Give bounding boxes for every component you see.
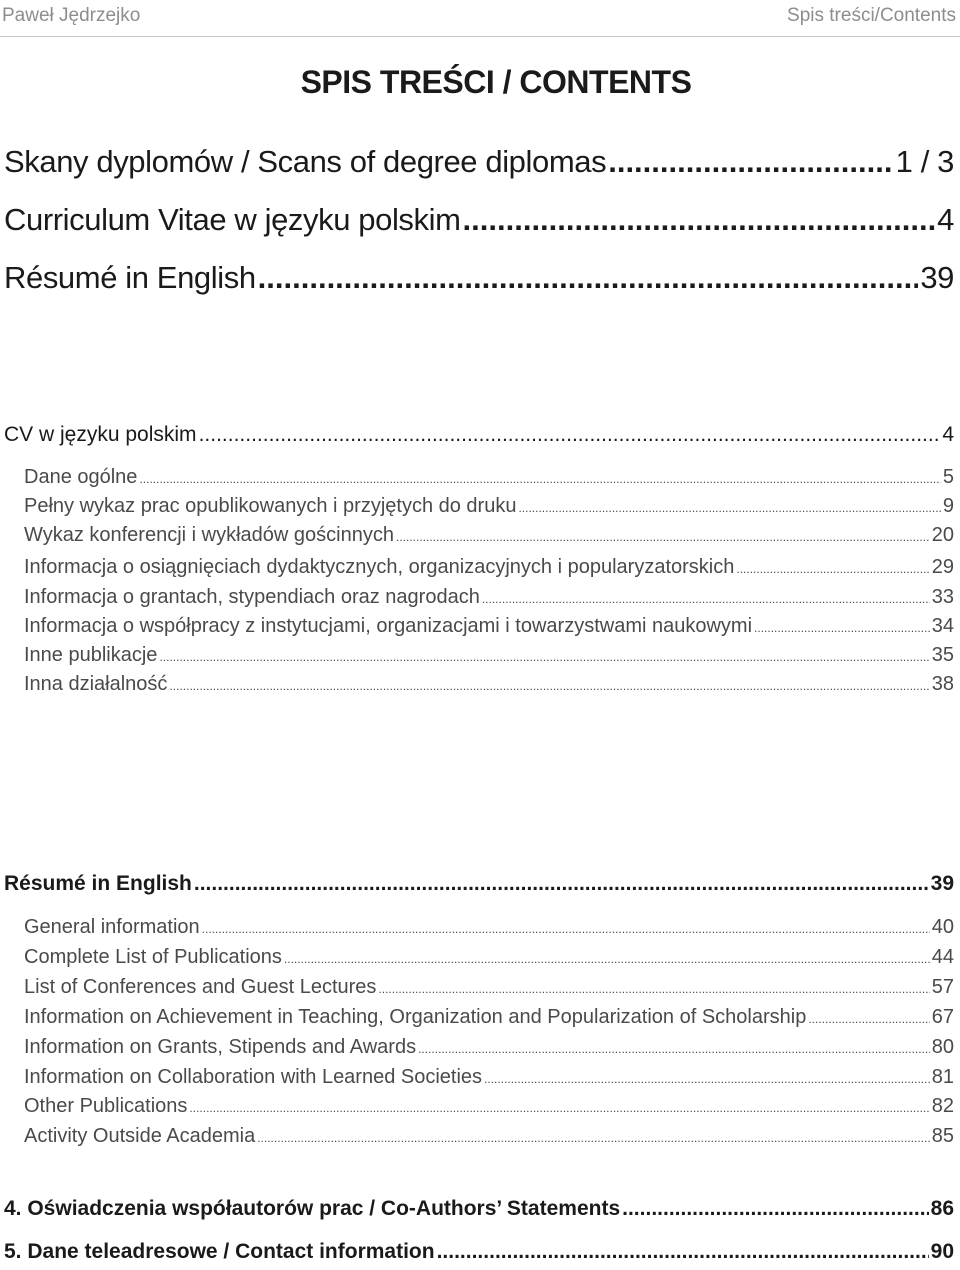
toc-entry-label: Skany dyplomów / Scans of degree diplomas (4, 144, 607, 179)
toc-subentry[interactable] (24, 916, 954, 939)
toc-subentry[interactable] (24, 673, 954, 696)
toc-subentry-page: 20 (931, 524, 954, 546)
toc-section-label: Résumé in English (4, 872, 192, 895)
toc-subentry-label: Other Publications (24, 1095, 188, 1117)
toc-subentry-label: Information on Collaboration with Learned Societies (24, 1066, 483, 1088)
toc-entry-coauthor-statements[interactable] (4, 1197, 954, 1221)
running-header (0, 0, 960, 37)
toc-subentry[interactable] (24, 1095, 954, 1118)
toc-subentry[interactable] (24, 524, 954, 547)
toc-subentry-label: Inna działalność (24, 673, 168, 695)
header-author: Paweł Jędrzejko (2, 5, 141, 26)
dot-leader (159, 650, 929, 664)
toc-subentry[interactable] (24, 466, 954, 489)
toc-subentry[interactable] (24, 1006, 954, 1029)
dot-leader (518, 501, 940, 515)
toc-subentry[interactable] (24, 644, 954, 667)
toc-entry-page: 4 (937, 202, 954, 237)
toc-subentry-page: 9 (942, 495, 954, 517)
toc-subentry-page: 80 (931, 1036, 954, 1058)
toc-subentry-label: Wykaz konferencji i wykładów gościnnych (24, 524, 394, 546)
toc-section-page: 4 (942, 423, 954, 446)
dot-leader (396, 530, 930, 544)
toc-subentry-page: 82 (931, 1095, 954, 1117)
dot-leader (189, 1101, 929, 1115)
toc-subentry-page: 5 (942, 466, 954, 488)
page-title: SPIS TREŚCI / CONTENTS (300, 64, 692, 100)
dot-leader (482, 592, 930, 606)
toc-subentry-label: Informacja o współpracy z instytucjami, organizacjami i towarzystwami naukowymi (24, 615, 753, 637)
toc-entry-label: 5. Dane teleadresowe / Contact information (4, 1240, 435, 1263)
toc-subentry[interactable] (24, 495, 954, 518)
toc-subentry-page: 38 (931, 673, 954, 695)
toc-subentry-label: Informacja o grantach, stypendiach oraz nagrodach (24, 586, 480, 608)
toc-subentry-label: Pełny wykaz prac opublikowanych i przyjętych do druku (24, 495, 517, 517)
dot-leader (463, 202, 936, 238)
toc-subentry[interactable] (24, 1125, 954, 1148)
toc-subentry-page: 34 (931, 615, 954, 637)
toc-subentry-page: 44 (931, 946, 954, 968)
dot-leader (257, 1131, 930, 1145)
toc-entry-page: 1 / 3 (895, 144, 954, 179)
dot-leader (258, 260, 919, 296)
toc-entry-page: 86 (930, 1197, 954, 1220)
toc-section-page: 39 (930, 872, 954, 895)
toc-subentry-label: Informacja o osiągnięciach dydaktycznych, organizacyjnych i popularyzatorskich (24, 556, 735, 578)
toc-subentry-label: Activity Outside Academia (24, 1125, 256, 1147)
dot-leader (284, 952, 930, 966)
toc-subentry-label: Dane ogólne (24, 466, 138, 488)
dot-leader (437, 1240, 929, 1264)
toc-subentry[interactable] (24, 1066, 954, 1089)
toc-subentry-label: Information on Achievement in Teaching, Organization and Popularization of Scholarship (24, 1006, 807, 1028)
dot-leader (169, 679, 929, 693)
dot-leader (194, 872, 929, 896)
toc-section-label: CV w języku polskim (4, 423, 197, 446)
dot-leader (484, 1072, 930, 1086)
toc-section-cv-pl[interactable] (4, 423, 954, 447)
dot-leader (378, 982, 929, 996)
toc-section-resume-en[interactable] (4, 872, 954, 896)
dot-leader (808, 1012, 929, 1026)
toc-subentry-page: 29 (931, 556, 954, 578)
toc-subentry-label: Inne publikacje (24, 644, 158, 666)
toc-entry-label: Curriculum Vitae w języku polskim (4, 202, 461, 237)
dot-leader (199, 423, 941, 447)
dot-leader (418, 1042, 930, 1056)
toc-subentry-page: 67 (931, 1006, 954, 1028)
dot-leader (754, 621, 930, 635)
toc-entry-diplomas[interactable] (4, 144, 954, 180)
toc-entry-page: 39 (920, 260, 954, 295)
toc-subentry-page: 35 (931, 644, 954, 666)
dot-leader (736, 562, 929, 576)
toc-entry-resume-english[interactable] (4, 260, 954, 296)
toc-subentry-label: Complete List of Publications (24, 946, 282, 968)
dot-leader (202, 922, 930, 936)
toc-entry-cv-polish[interactable] (4, 202, 954, 238)
dot-leader (622, 1197, 929, 1221)
toc-subentry[interactable] (24, 1036, 954, 1059)
toc-subentry-page: 33 (931, 586, 954, 608)
toc-subentry-label: Information on Grants, Stipends and Awards (24, 1036, 417, 1058)
toc-entry-page: 90 (930, 1240, 954, 1263)
dot-leader (139, 472, 940, 486)
toc-subentry-page: 81 (931, 1066, 954, 1088)
toc-subentry-page: 40 (931, 916, 954, 938)
dot-leader (608, 144, 893, 180)
toc-subentry-page: 57 (931, 976, 954, 998)
toc-subentry[interactable] (24, 946, 954, 969)
toc-subentry-label: General information (24, 916, 200, 938)
toc-subentry-page: 85 (931, 1125, 954, 1147)
toc-entry-label: 4. Oświadczenia współautorów prac / Co-Authors’ Statements (4, 1197, 621, 1220)
toc-subentry[interactable] (24, 615, 954, 638)
toc-subentry[interactable] (24, 556, 954, 579)
toc-entry-contact-info[interactable] (4, 1240, 954, 1264)
toc-subentry[interactable] (24, 976, 954, 999)
toc-subentry-label: List of Conferences and Guest Lectures (24, 976, 377, 998)
toc-subentry[interactable] (24, 586, 954, 609)
header-section: Spis treści/Contents (787, 5, 956, 26)
toc-entry-label: Résumé in English (4, 260, 256, 295)
